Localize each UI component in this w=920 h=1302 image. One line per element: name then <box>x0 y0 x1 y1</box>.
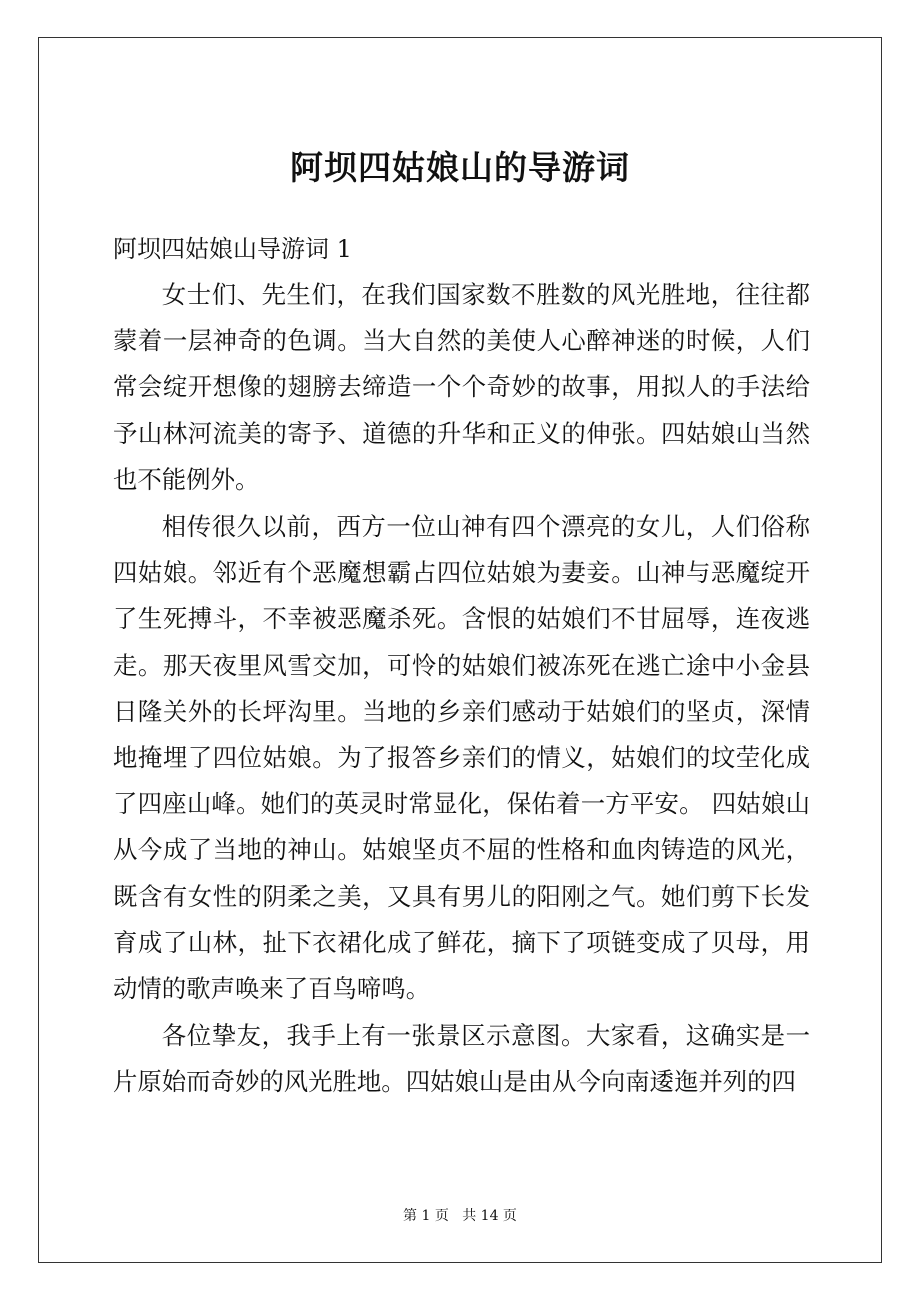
page-footer <box>0 1207 920 1225</box>
page-number: 第 1 页 <box>403 1208 449 1224</box>
paragraph-2: 相传很久以前，西方一位山神有四个漂亮的女儿，人们俗称四姑娘。邻近有个恶魔想霸占四位姑娘为妻妾。山神与恶魔绽开了生死搏斗，不幸被恶魔杀死。含恨的姑娘们不甘屈辱，连夜逃走。那天夜里风雪交加，可怜的姑娘们被冻死在逃亡途中小金县日隆关外的长坪沟里。当地的乡亲们感动于姑娘们的坚贞，深情地掩埋了四位姑娘。为了报答乡亲们的情义，姑娘们的坟茔化成了四座山峰。她们的英灵时常显化，保佑着一方平安。 四姑娘山从今成了当地的神山。姑娘坚贞不屈的性格和血肉铸造的风光，既含有女性的阴柔之美，又具有男儿的阳刚之气。她们剪下长发育成了山林，扯下衣裙化成了鲜花，摘下了项链变成了贝母，用动情的歌声唤来了百鸟啼鸣。 <box>113 512 810 1004</box>
document-body <box>113 226 810 1107</box>
page-total: 共 14 页 <box>462 1208 517 1224</box>
paragraph-1: 女士们、先生们，在我们国家数不胜数的风光胜地，往往都蒙着一层神奇的色调。当大自然的美使人心醉神迷的时候，人们常会绽开想像的翅膀去缔造一个个奇妙的故事，用拟人的手法给予山林河流美的寄予、道德的升华和正义的伸张。四姑娘山当然也不能例外。 <box>113 280 810 494</box>
document-title: 阿坝四姑娘山的导游词 <box>290 148 630 187</box>
section-heading: 阿坝四姑娘山导游词 1 <box>113 235 352 263</box>
paragraph-3: 各位挚友，我手上有一张景区示意图。大家看，这确实是一片原始而奇妙的风光胜地。四姑娘山是由从今向南逶迤并列的四 <box>113 1021 810 1097</box>
